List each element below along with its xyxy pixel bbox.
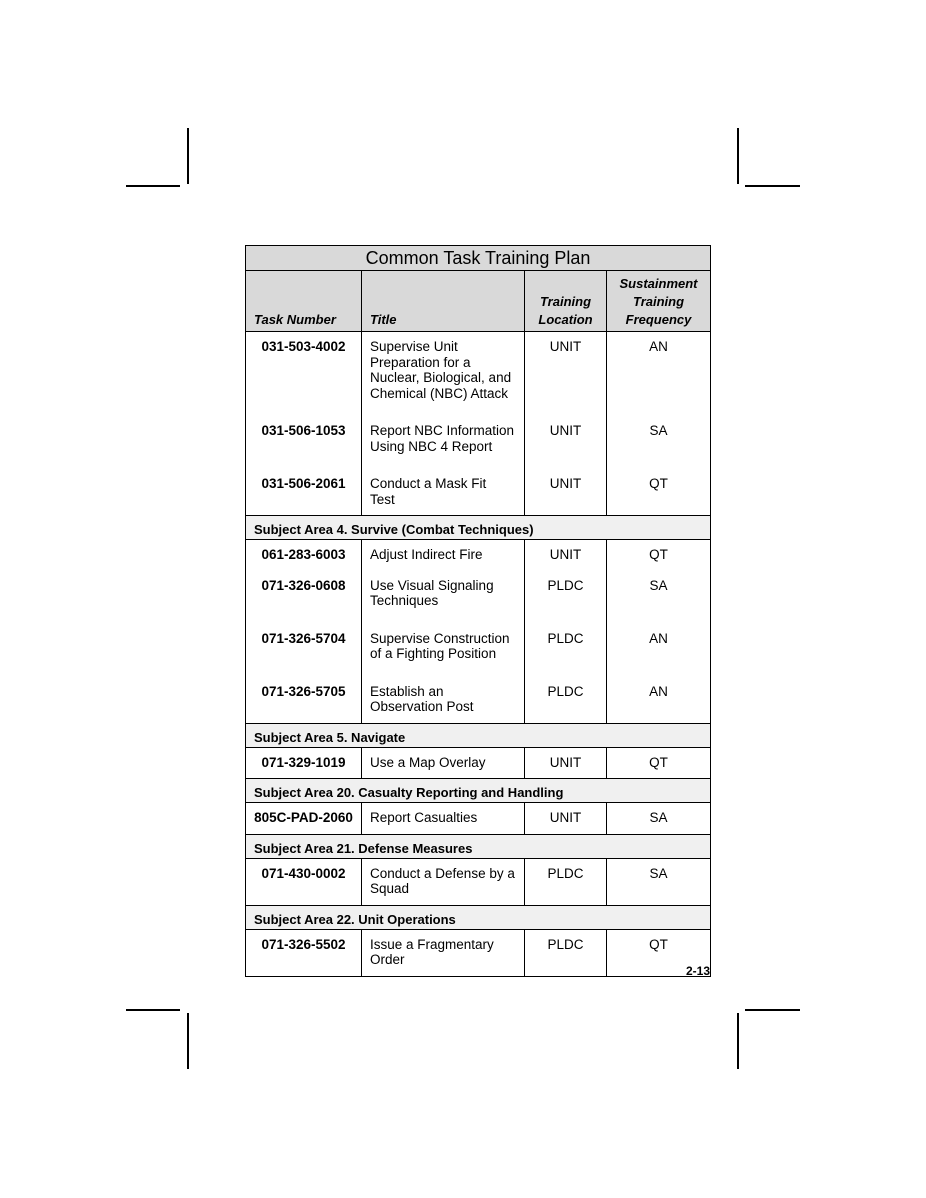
task-title <box>370 810 520 826</box>
crop-mark <box>745 1009 800 1011</box>
task-title-line: Squad <box>370 881 410 896</box>
frequency-column <box>607 540 711 724</box>
crop-mark <box>745 185 800 187</box>
training-location-column <box>525 540 607 724</box>
crop-mark <box>126 185 180 187</box>
task-number: 061-283-6003 <box>261 547 346 562</box>
subject-area-label: Subject Area 4. Survive (Combat Techniques) <box>246 516 711 540</box>
task-title-line: Preparation for a <box>370 354 471 370</box>
training-frequency: SA <box>649 577 668 593</box>
task-title-line: Nuclear, Biological, and <box>370 370 512 385</box>
subject-area-label: Subject Area 21. Defense Measures <box>246 834 711 858</box>
frequency-column <box>607 332 711 516</box>
task-title <box>370 755 520 771</box>
task-number: 031-506-1053 <box>261 423 346 438</box>
subject-area-label: Subject Area 5. Navigate <box>246 723 711 747</box>
crop-mark <box>187 128 189 184</box>
title-column <box>362 332 525 516</box>
task-number: 071-329-1019 <box>261 754 346 770</box>
task-title-line: Adjust Indirect Fire <box>370 547 483 562</box>
task-number: 031-506-2061 <box>261 476 346 491</box>
crop-mark <box>126 1009 180 1011</box>
training-location: UNIT <box>549 547 582 562</box>
training-frequency: AN <box>649 339 668 354</box>
subject-area-row <box>246 723 711 747</box>
task-title-line: Use Visual Signaling <box>370 577 494 593</box>
header-task-number: Task Number <box>246 271 362 332</box>
task-title-line: Report NBC Information <box>370 423 515 438</box>
training-frequency: SA <box>649 865 668 881</box>
header-title: Title <box>362 271 525 332</box>
task-title <box>370 339 520 401</box>
task-number-column <box>246 858 362 905</box>
training-location: PLDC <box>547 865 584 881</box>
training-location-column <box>525 858 607 905</box>
crop-mark <box>737 1013 739 1069</box>
training-location: UNIT <box>549 423 582 438</box>
task-title <box>370 684 520 715</box>
task-title <box>370 547 520 563</box>
task-title-line: Supervise Construction <box>370 630 510 646</box>
task-group-row <box>246 332 711 516</box>
header-training-location: Training Location <box>525 271 607 332</box>
task-title-line: Conduct a Defense by a <box>370 865 515 881</box>
training-location: PLDC <box>547 577 584 593</box>
training-location-column <box>525 747 607 779</box>
task-group-row <box>246 803 711 835</box>
task-title <box>370 423 520 454</box>
task-title-line: Supervise Unit <box>370 339 458 354</box>
task-title <box>370 476 520 507</box>
subject-area-row <box>246 834 711 858</box>
training-frequency: SA <box>649 423 668 438</box>
task-title-line: Using NBC 4 Report <box>370 438 493 454</box>
task-title-line: Chemical (NBC) Attack <box>370 385 509 401</box>
task-title <box>370 631 520 662</box>
task-title-line: Conduct a Mask Fit <box>370 476 487 491</box>
task-number: 071-326-5705 <box>261 683 346 699</box>
header-sustainment-frequency: Sustainment Training Frequency <box>607 271 711 332</box>
training-location: PLDC <box>547 630 584 646</box>
task-group-row <box>246 858 711 905</box>
task-number-column <box>246 540 362 724</box>
task-number: 805C-PAD-2060 <box>254 810 353 825</box>
crop-mark <box>737 128 739 184</box>
task-title-line: Order <box>370 952 405 967</box>
task-title-line: Use a Map Overlay <box>370 754 486 770</box>
task-title-line: Observation Post <box>370 699 474 714</box>
training-location-column <box>525 929 607 976</box>
subject-area-row <box>246 905 711 929</box>
task-title-line: Establish an <box>370 683 444 699</box>
task-number-column <box>246 747 362 779</box>
subject-area-row <box>246 516 711 540</box>
crop-mark <box>187 1013 189 1069</box>
task-title <box>370 866 520 897</box>
training-frequency: SA <box>649 810 668 825</box>
training-location: UNIT <box>549 476 582 491</box>
task-number-column <box>246 929 362 976</box>
training-frequency: QT <box>649 754 668 770</box>
training-location: UNIT <box>549 339 582 354</box>
subject-area-row <box>246 779 711 803</box>
task-group-row <box>246 929 711 976</box>
table-title: Common Task Training Plan <box>246 246 711 271</box>
training-frequency: AN <box>649 630 668 646</box>
task-number: 071-326-5502 <box>261 936 346 952</box>
task-number: 071-326-5704 <box>261 630 346 646</box>
training-frequency: AN <box>649 683 668 699</box>
training-frequency: QT <box>649 476 668 491</box>
title-column <box>362 540 525 724</box>
task-title <box>370 937 520 968</box>
training-location-column <box>525 803 607 835</box>
task-title-line: Issue a Fragmentary <box>370 936 494 952</box>
frequency-column <box>607 747 711 779</box>
task-title-line: Test <box>370 491 395 507</box>
subject-area-label: Subject Area 22. Unit Operations <box>246 905 711 929</box>
task-group-row <box>246 540 711 724</box>
task-title-line: of a Fighting Position <box>370 646 497 661</box>
task-number: 071-430-0002 <box>261 865 346 881</box>
task-number-column <box>246 803 362 835</box>
training-frequency: QT <box>649 547 668 562</box>
training-plan-table <box>245 245 711 977</box>
task-title <box>370 578 520 609</box>
frequency-column <box>607 803 711 835</box>
task-number-column <box>246 332 362 516</box>
task-group-row <box>246 747 711 779</box>
page-number: 2-13 <box>685 964 710 978</box>
task-title-line: Techniques <box>370 593 439 608</box>
training-location: PLDC <box>547 936 584 952</box>
task-title-line: Report Casualties <box>370 810 478 825</box>
training-location: UNIT <box>549 810 582 825</box>
task-number: 071-326-0608 <box>261 577 346 593</box>
frequency-column <box>607 858 711 905</box>
title-column <box>362 858 525 905</box>
title-column <box>362 803 525 835</box>
training-location: PLDC <box>547 683 584 699</box>
subject-area-label: Subject Area 20. Casualty Reporting and Handling <box>246 779 711 803</box>
title-column <box>362 929 525 976</box>
task-number: 031-503-4002 <box>261 339 346 354</box>
training-frequency: QT <box>649 936 668 952</box>
training-location-column <box>525 332 607 516</box>
title-column <box>362 747 525 779</box>
training-location: UNIT <box>549 754 582 770</box>
